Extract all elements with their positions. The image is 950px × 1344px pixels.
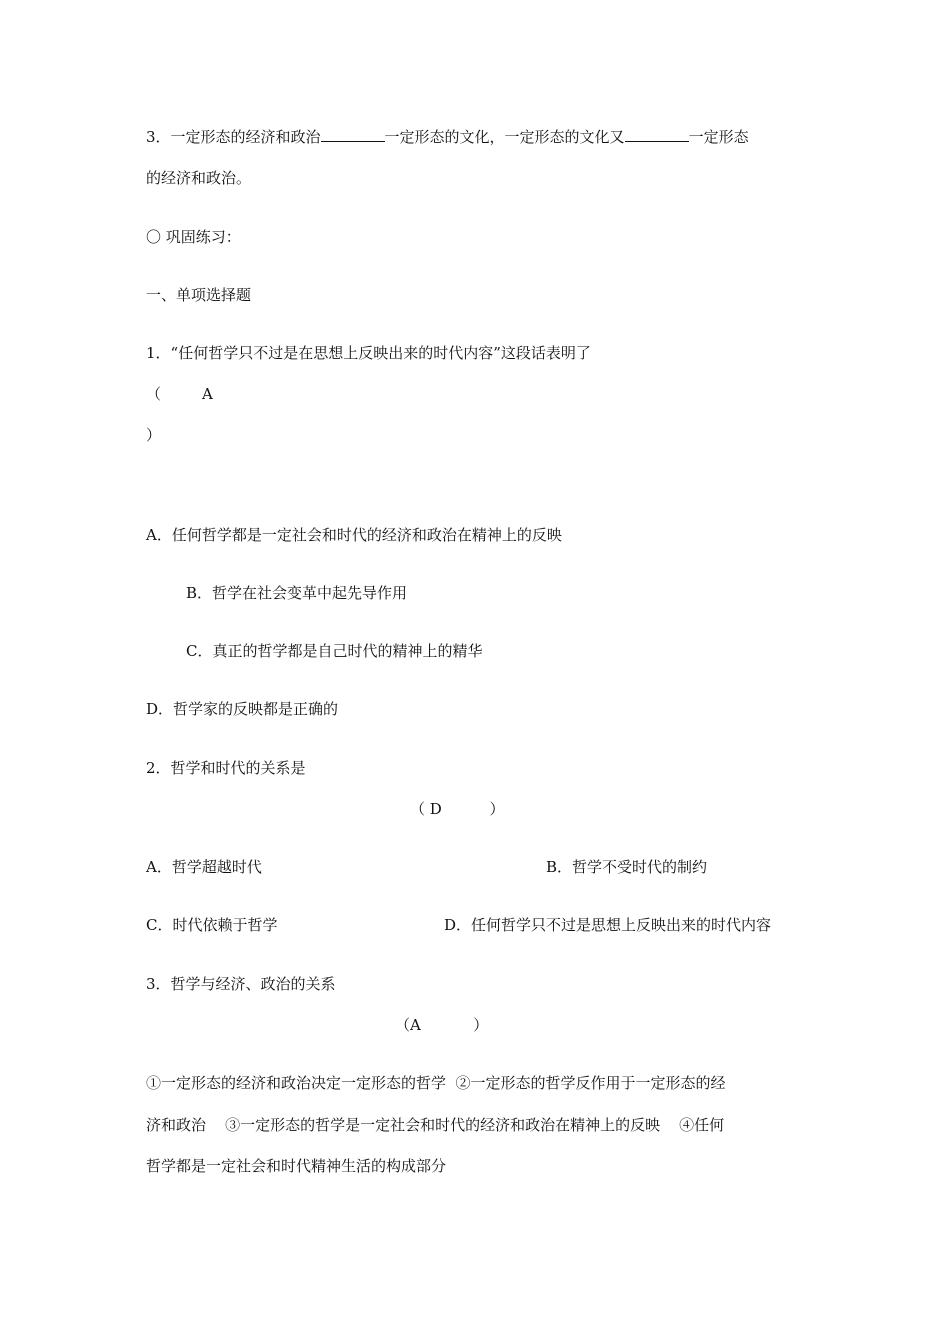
q1-stem: 1．“任何哲学只不过是在思想上反映出来的时代内容”这段话表明了	[146, 344, 591, 362]
q1-option-c: C．真正的哲学都是自己时代的精神上的精华	[186, 642, 483, 660]
q3-stem: 3．哲学与经济、政治的关系	[146, 975, 336, 993]
q3-body-line-2: 济和政治 ③一定形态的哲学是一定社会和时代的经济和政治在精神上的反映 ④任何	[146, 1116, 725, 1134]
q1-option-a: A．任何哲学都是一定社会和时代的经济和政治在精神上的反映	[146, 526, 562, 544]
fill-blank-text-1: 3．一定形态的经济和政治	[146, 128, 321, 146]
q2-stem: 2．哲学和时代的关系是	[146, 759, 306, 777]
practice-heading: 〇 巩固练习：	[146, 228, 241, 246]
q1-answer: A	[202, 385, 213, 403]
answer-blank-2[interactable]	[625, 127, 689, 142]
q2-option-c: C．时代依赖于哲学	[146, 916, 278, 934]
q1-paren-close: ）	[146, 426, 162, 444]
q1-option-b: B．哲学在社会变革中起先导作用	[186, 584, 408, 602]
answer-blank-1[interactable]	[321, 127, 385, 142]
q2-answer-paren: （ D ）	[410, 800, 505, 818]
q3-body-line-3: 哲学都是一定社会和时代精神生活的构成部分	[146, 1157, 447, 1175]
q2-option-a: A．哲学超越时代	[146, 858, 262, 876]
q2-option-b: B．哲学不受时代的制约	[546, 858, 708, 876]
fill-blank-line-2: 的经济和政治。	[146, 169, 252, 187]
q1-option-d: D．哲学家的反映都是正确的	[146, 700, 339, 718]
section-heading: 一、单项选择题	[146, 286, 252, 304]
q1-paren-open: （	[146, 385, 162, 403]
fill-blank-line-1	[146, 127, 749, 147]
fill-blank-text-2: 一定形态的文化，一定形态的文化又	[384, 128, 625, 146]
fill-blank-text-3: 一定形态	[688, 128, 749, 146]
q3-body-line-1: ①一定形态的经济和政治决定一定形态的哲学 ②一定形态的哲学反作用于一定形态的经	[146, 1074, 726, 1092]
q3-answer-paren: （A ）	[395, 1016, 489, 1034]
q2-option-d: D．任何哲学只不过是思想上反映出来的时代内容	[444, 916, 772, 934]
